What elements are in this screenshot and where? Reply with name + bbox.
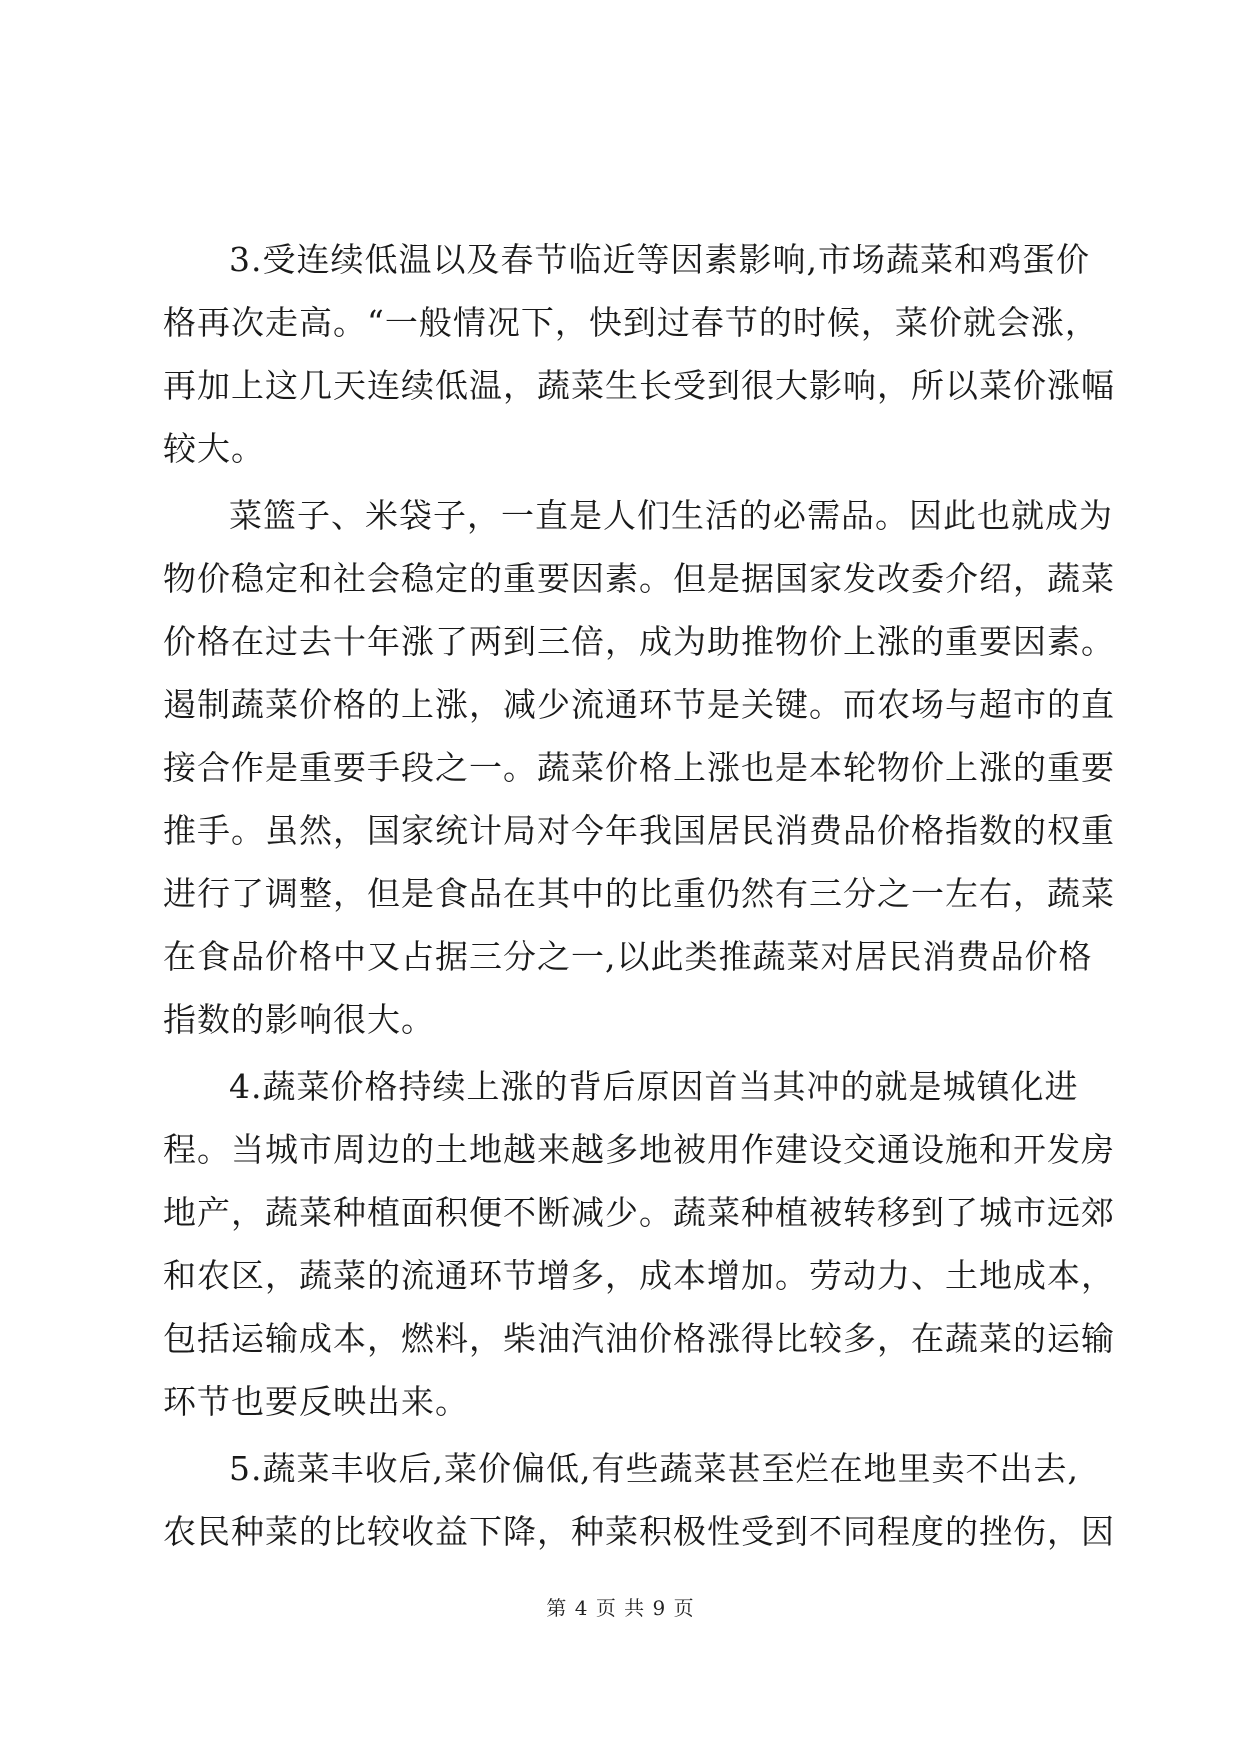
paragraph-line: 菜篮子、米袋子，一直是人们生活的必需品。因此也就成为 xyxy=(229,496,1113,535)
paragraph-line: 进行了调整，但是食品在其中的比重仍然有三分之一左右，蔬菜 xyxy=(163,874,1115,913)
paragraph-line: 环节也要反映出来。 xyxy=(163,1382,469,1421)
paragraph-line: 在食品价格中又占据三分之一,以此类推蔬菜对居民消费品价格 xyxy=(163,937,1093,976)
paragraph-4 xyxy=(163,1055,1115,1433)
paragraph-vegetable-basket xyxy=(163,484,1115,1051)
paragraph-5 xyxy=(163,1437,1115,1563)
paragraph-line: 农民种菜的比较收益下降，种菜积极性受到不同程度的挫伤，因 xyxy=(163,1512,1115,1551)
paragraph-line: 包括运输成本，燃料，柴油汽油价格涨得比较多，在蔬菜的运输 xyxy=(163,1319,1115,1358)
paragraph-line: 5.蔬菜丰收后,菜价偏低,有些蔬菜甚至烂在地里卖不出去, xyxy=(229,1449,1079,1488)
paragraph-line: 推手。虽然，国家统计局对今年我国居民消费品价格指数的权重 xyxy=(163,811,1115,850)
paragraph-line: 较大。 xyxy=(163,429,265,468)
paragraph-line: 再加上这几天连续低温，蔬菜生长受到很大影响，所以菜价涨幅 xyxy=(163,366,1115,405)
paragraph-line: 和农区，蔬菜的流通环节增多，成本增加。劳动力、土地成本， xyxy=(163,1256,1115,1295)
paragraph-line: 遏制蔬菜价格的上涨，减少流通环节是关键。而农场与超市的直 xyxy=(163,685,1115,724)
paragraph-line: 指数的影响很大。 xyxy=(163,1000,435,1039)
paragraph-line: 4.蔬菜价格持续上涨的背后原因首当其冲的就是城镇化进 xyxy=(229,1067,1079,1106)
page-number-footer: 第 4 页 共 9 页 xyxy=(546,1596,695,1620)
paragraph-line: 物价稳定和社会稳定的重要因素。但是据国家发改委介绍，蔬菜 xyxy=(163,559,1115,598)
paragraph-line: 3.受连续低温以及春节临近等因素影响,市场蔬菜和鸡蛋价 xyxy=(229,240,1090,279)
paragraph-line: 价格在过去十年涨了两到三倍，成为助推物价上涨的重要因素。 xyxy=(163,622,1115,661)
document-body xyxy=(163,228,1115,1567)
paragraph-line: 接合作是重要手段之一。蔬菜价格上涨也是本轮物价上涨的重要 xyxy=(163,748,1115,787)
paragraph-line: 地产，蔬菜种植面积便不断减少。蔬菜种植被转移到了城市远郊 xyxy=(163,1193,1115,1232)
paragraph-line: 程。当城市周边的土地越来越多地被用作建设交通设施和开发房 xyxy=(163,1130,1115,1169)
paragraph-3 xyxy=(163,228,1115,480)
paragraph-line: 格再次走高。“一般情况下，快到过春节的时候，菜价就会涨， xyxy=(163,303,1099,342)
